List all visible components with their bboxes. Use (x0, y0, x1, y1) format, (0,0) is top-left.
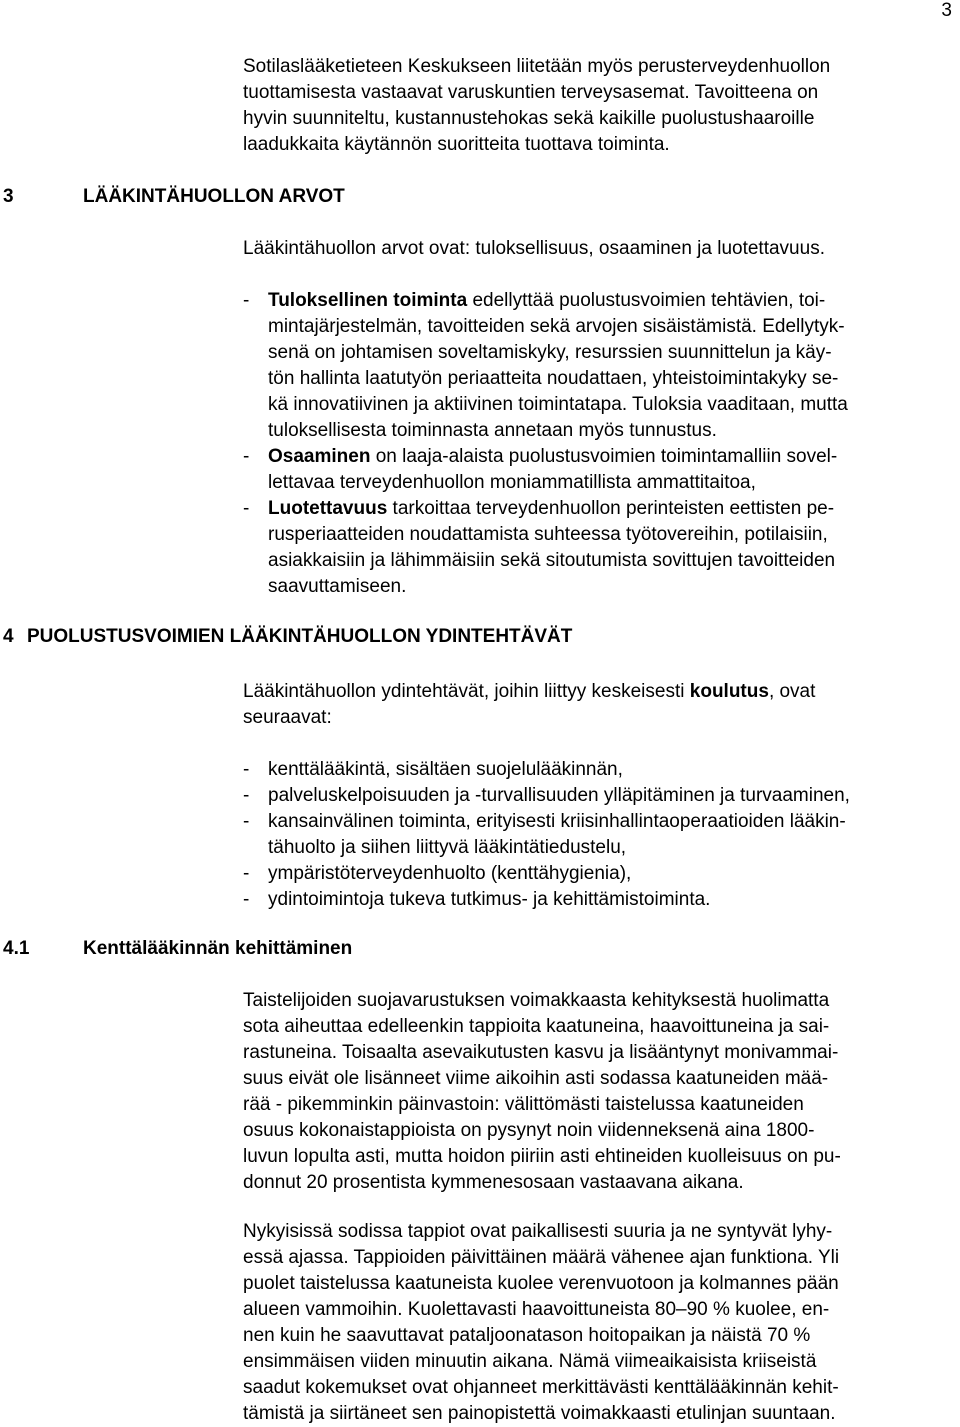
list-item (243, 288, 955, 444)
paragraph-line: tämistä ja siirtäneet sen painopistettä voimakkaasti etulinjan suuntaan. (243, 1403, 836, 1424)
value-term: Luotettavuus (268, 498, 388, 519)
core-tasks-list (243, 757, 955, 913)
task-text: palveluskelpoisuuden ja -turvallisuuden ylläpitäminen ja turvaaminen, (268, 785, 850, 806)
bullet-dash: - (243, 785, 250, 806)
value-text-line: lettavaa terveydenhuollon moniammatillista ammattitaitoa, (268, 472, 756, 493)
list-item (243, 444, 955, 496)
lead-text-line: seuraavat: (243, 707, 332, 728)
intro-line: Sotilaslääketieteen Keskukseen liitetään myös perusterveydenhuollon (243, 56, 831, 77)
list-item (243, 783, 955, 809)
list-item (243, 809, 955, 861)
value-text-line: mintajärjestelmän, tavoitteiden sekä arvojen sisäistämistä. Edellytyk- (268, 316, 845, 337)
list-item (243, 861, 955, 887)
bullet-dash: - (243, 446, 250, 467)
intro-line: tuottamisesta vastaavat varuskuntien terveysasemat. Tavoitteena on (243, 82, 819, 103)
values-lead-text: Lääkintähuollon arvot ovat: tuloksellisuus, osaaminen ja luotettavuus. (243, 238, 825, 259)
page-number: 3 (941, 0, 952, 21)
paragraph-line: suus eivät ole lisänneet viime aikoihin asti sodassa kaatuneiden mää- (243, 1068, 829, 1089)
task-text: kansainvälinen toiminta, erityisesti kriisinhallintaoperaatioiden lääkin- (268, 811, 846, 832)
value-term: Osaaminen (268, 446, 371, 467)
paragraph-line: puolet taistelussa kaatuneista kuolee verenvuotoon ja kolmannes pään (243, 1273, 839, 1294)
intro-line: hyvin suunniteltu, kustannustehokas sekä kaikille puolustushaaroille (243, 108, 815, 129)
list-item (243, 496, 955, 600)
value-text: tarkoittaa terveydenhuollon perinteisten eettisten pe- (387, 498, 835, 519)
bullet-dash: - (243, 889, 250, 910)
list-item (243, 887, 955, 913)
section-4-heading (3, 624, 572, 650)
values-list (243, 288, 955, 600)
section-4-1-paragraph-1 (243, 988, 955, 1196)
value-text-line: saavuttamiseen. (268, 576, 407, 597)
paragraph-line: luvun lopulta asti, mutta hoidon piiriin asti ehtineiden kuolleisuus on pu- (243, 1146, 841, 1167)
value-text: edellyttää puolustusvoimien tehtävien, toi- (467, 290, 826, 311)
section-3-heading (3, 184, 345, 210)
bullet-dash: - (243, 759, 250, 780)
paragraph-line: ensimmäisen viiden minuutin aikana. Nämä viimeaikaisista kriiseistä (243, 1351, 817, 1372)
section-title: PUOLUSTUSVOIMIEN LÄÄKINTÄHUOLLON YDINTEHTÄVÄT (27, 626, 573, 647)
paragraph-line: Nykyisissä sodissa tappiot ovat paikallisesti suuria ja ne syntyvät lyhy- (243, 1221, 833, 1242)
paragraph-line: osuus kokonaistappioista on pysynyt noin viidenneksenä aina 1800- (243, 1120, 815, 1141)
task-text: ydintoimintoja tukeva tutkimus- ja kehittämistoiminta. (268, 889, 711, 910)
lead-bold-text: koulutus (689, 681, 769, 702)
lead-text: Lääkintähuollon ydintehtävät, joihin liittyy keskeisesti (243, 681, 690, 702)
bullet-dash: - (243, 811, 250, 832)
lead-text: , ovat (768, 681, 816, 702)
value-text-line: tön hallinta laatutyön periaatteita noudattaen, yhteistoimintakyky se- (268, 368, 839, 389)
paragraph-line: essä ajassa. Tappioiden päivittäinen määrä vähenee ajan funktiona. Yli (243, 1247, 840, 1268)
section-4-1-paragraph-2 (243, 1219, 955, 1427)
paragraph-line: saadut kokemukset ovat ohjanneet merkittävästi kenttälääkinnän kehit- (243, 1377, 839, 1398)
bullet-dash: - (243, 290, 250, 311)
intro-paragraph (243, 54, 955, 158)
paragraph-line: alueen vammoihin. Kuolettavasti haavoittuneista 80–90 % kuolee, en- (243, 1299, 830, 1320)
list-item (243, 757, 955, 783)
value-term: Tuloksellinen toiminta (268, 290, 468, 311)
section-3-lead (243, 236, 955, 262)
section-number: 4.1 (3, 938, 30, 959)
bullet-dash: - (243, 863, 250, 884)
paragraph-line: Taistelijoiden suojavarustuksen voimakkaasta kehityksestä huolimatta (243, 990, 830, 1011)
paragraph-line: nen kuin he saavuttavat pataljoonatason hoitopaikan ja näistä 70 % (243, 1325, 811, 1346)
task-text: kenttälääkintä, sisältäen suojelulääkinnän, (268, 759, 623, 780)
paragraph-line: sota aiheuttaa edelleenkin tappioita kaatuneina, haavoittuneina ja sai- (243, 1016, 830, 1037)
paragraph-line: rastuneina. Toisaalta asevaikutusten kasvu ja lisääntynyt monivammai- (243, 1042, 839, 1063)
value-text-line: asiakkaisiin ja lähimmäisiin sekä sitoutumista sovittujen tavoitteiden (268, 550, 836, 571)
task-text: ympäristöterveydenhuolto (kenttähygienia), (268, 863, 632, 884)
section-4-lead (243, 679, 955, 731)
section-number: 4 (3, 626, 14, 647)
section-number: 3 (3, 186, 14, 207)
value-text-line: senä on johtamisen soveltamiskyky, resurssien suunnittelun ja käy- (268, 342, 832, 363)
section-title: LÄÄKINTÄHUOLLON ARVOT (83, 186, 345, 207)
value-text-line: kä innovatiivinen ja aktiivinen toimintatapa. Tuloksia vaaditaan, mutta (268, 394, 848, 415)
value-text: on laaja-alaista puolustusvoimien toimintamalliin sovel- (370, 446, 838, 467)
paragraph-line: donnut 20 prosentista kymmenesosaan vastaavana aikana. (243, 1172, 744, 1193)
paragraph-line: rää - pikemminkin päinvastoin: välittömästi taistelussa kaatuneiden (243, 1094, 804, 1115)
intro-line: laadukkaita käytännön suoritteita tuottava toiminta. (243, 134, 670, 155)
task-text: tähuolto ja siihen liittyvä lääkintätiedustelu, (268, 837, 627, 858)
value-text-line: rusperiaatteiden noudattamista suhteessa työtovereihin, potilaisiin, (268, 524, 828, 545)
section-title: Kenttälääkinnän kehittäminen (83, 938, 353, 959)
value-text-line: tuloksellisesta toiminnasta annetaan myös tunnustus. (268, 420, 717, 441)
bullet-dash: - (243, 498, 250, 519)
section-4-1-heading (3, 936, 352, 962)
